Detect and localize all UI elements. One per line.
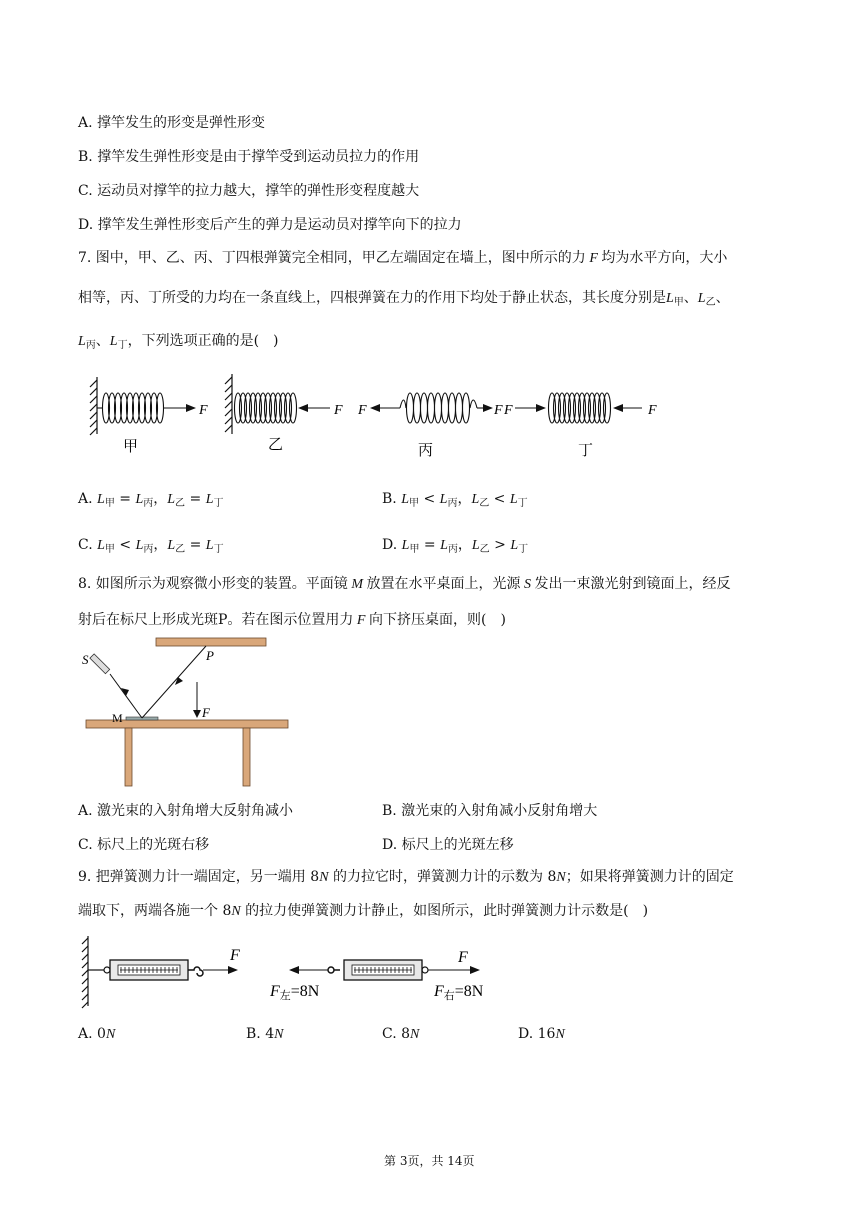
force-label-bing-left: F (358, 403, 367, 418)
arrow-ding-right (613, 404, 623, 412)
label-yi: 乙 (268, 437, 284, 453)
q7-stem-line3: $L_丙$、$L_丁$，下列选项正确的是( ) (78, 333, 279, 351)
label-bing: 丙 (418, 443, 434, 459)
spring-bing (378, 393, 484, 423)
label-ding: 丁 (578, 443, 594, 459)
label-F-1: F (230, 947, 240, 964)
q7-option-c: C. $L_甲 < L_丙$，$L_乙 = L_丁$ (78, 537, 224, 555)
q8-option-a: A. 激光束的入射角增大反射角减小 (78, 803, 294, 819)
q6-option-b: B. 撑竿发生弹性形变是由于撑竿受到运动员拉力的作用 (78, 149, 420, 165)
q9-option-c: C. 8N (382, 1026, 420, 1042)
scale-ruler (156, 638, 266, 646)
wall-jia (90, 377, 97, 435)
label-F: F (202, 705, 210, 720)
label-F-2: F (458, 949, 468, 966)
q8-stem-line2: 射后在标尺上形成光斑P。若在图示位置用力 F 向下挤压桌面，则( ) (78, 612, 506, 628)
q8-option-d: D. 标尺上的光斑左移 (382, 837, 514, 853)
laser-source (90, 654, 110, 674)
q7-option-a: A. $L_甲 = L_丙$，$L_乙 = L_丁$ (78, 491, 224, 509)
label-jia: 甲 (123, 439, 139, 455)
q9-stem-line1: 9. 把弹簧测力计一端固定，另一端用 8N 的力拉它时，弹簧测力计的示数为 8N；如果将弹簧测力计的固定 (78, 869, 734, 885)
q6-option-c: C. 运动员对撑竿的拉力越大，撑竿的弹性形变程度越大 (78, 183, 420, 199)
label-M: M (112, 711, 123, 725)
arrow-right-1 (228, 966, 238, 974)
reflected-ray (142, 646, 206, 718)
spring-ding (549, 393, 643, 423)
q8-mirror-figure (78, 632, 318, 792)
spring-scale-2 (344, 960, 422, 980)
q8-option-c: C. 标尺上的光斑右移 (78, 837, 210, 853)
table-leg-left (125, 728, 132, 786)
force-label-jia: F (199, 403, 208, 418)
spring-jia (97, 393, 188, 423)
q7-option-b: B. $L_甲 < L_丙$，$L_乙 < L_丁$ (382, 491, 528, 509)
q9-option-a: A. 0N (78, 1026, 116, 1042)
spring-yi (235, 393, 331, 423)
label-P: P (206, 648, 214, 663)
q7-option-d: D. $L_甲 = L_丙$，$L_乙 > L_丁$ (382, 537, 529, 555)
q8-option-b: B. 激光束的入射角减小反射角增大 (382, 803, 598, 819)
q9-stem-line2: 端取下，两端各施一个 8N 的拉力使弹簧测力计静止，如图所示，此时弹簧测力计示数是( ) (78, 903, 649, 919)
arrow-bing-right (483, 404, 493, 412)
q7-stem-line2: 相等，丙、丁所受的力均在一条直线上，四根弹簧在力的作用下均处于静止状态，其长度分别是$L_甲$、$L_乙$、 (78, 290, 730, 308)
q9-option-d: D. 16N (518, 1026, 565, 1042)
force-label-ding-right: F (648, 403, 657, 418)
spring-scale-1 (110, 960, 188, 980)
arrow-yi (298, 404, 308, 412)
q9-option-b: B. 4N (246, 1026, 284, 1042)
force-label-bing-right: F (494, 403, 503, 418)
arrow-ding-left (536, 404, 546, 412)
arrow-jia (186, 404, 196, 412)
force-label-yi: F (334, 403, 343, 418)
q8-stem-line1: 8. 如图所示为观察微小形变的装置。平面镜 M 放置在水平桌面上，光源 S 发出一束激光射到镜面上，经反 (78, 576, 731, 592)
label-F-right: F右=8N (434, 983, 484, 1002)
q7-springs-figure (0, 372, 860, 472)
q6-option-a: A. 撑竿发生的形变是弹性形变 (78, 115, 266, 131)
label-F-left: F左=8N (270, 983, 320, 1002)
table-leg-right (243, 728, 250, 786)
page-footer: 第 3页，共 14页 (384, 1154, 475, 1168)
wall-yi (225, 374, 232, 434)
arrow-right-2 (470, 966, 480, 974)
force-label-ding-left: F (504, 403, 513, 418)
label-S: S (82, 652, 89, 667)
q9-spring-scale-figure (78, 932, 518, 1012)
q7-stem-line1: 7. 图中，甲、乙、丙、丁四根弹簧完全相同，甲乙左端固定在墙上，图中所示的力 F 均为水平方向，大小 (78, 250, 728, 266)
q6-option-d: D. 撑竿发生弹性形变后产生的弹力是运动员对撑竿向下的拉力 (78, 217, 462, 233)
wall (82, 936, 88, 1008)
